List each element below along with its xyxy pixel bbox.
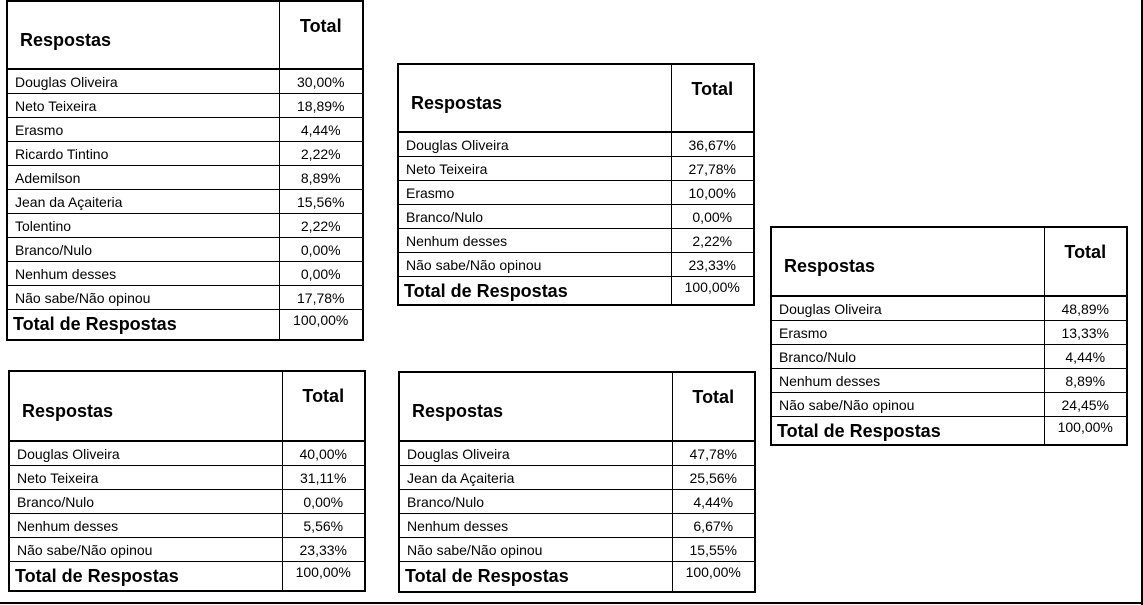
row-value: 36,67% [671, 132, 754, 157]
table-row [399, 466, 755, 490]
table-row [7, 166, 363, 190]
row-name: Não sabe/Não opinou [399, 538, 672, 562]
row-value: 0,00% [279, 238, 363, 262]
row-value: 15,55% [672, 538, 755, 562]
row-value: 0,00% [671, 205, 754, 229]
row-name: Douglas Oliveira [771, 296, 1044, 321]
row-name: Não sabe/Não opinou [9, 538, 282, 562]
total-row [9, 562, 365, 591]
row-value: 4,44% [672, 490, 755, 514]
row-value: 48,89% [1044, 296, 1127, 321]
table-row [399, 441, 755, 466]
table-row [7, 94, 363, 118]
table-row [399, 514, 755, 538]
table-row [7, 262, 363, 286]
table-row [9, 538, 365, 562]
poll-table-3 [770, 226, 1128, 446]
row-value: 23,33% [282, 538, 365, 562]
table-row [398, 132, 754, 157]
poll-table-5 [398, 371, 756, 593]
row-name: Tolentino [7, 214, 279, 238]
table-row [771, 321, 1127, 345]
table-row [9, 490, 365, 514]
row-name: Nenhum desses [9, 514, 282, 538]
row-value: 4,44% [1044, 345, 1127, 369]
row-name: Erasmo [771, 321, 1044, 345]
row-name: Jean da Açaiteria [399, 466, 672, 490]
row-value: 5,56% [282, 514, 365, 538]
row-value: 10,00% [671, 181, 754, 205]
row-value: 6,67% [672, 514, 755, 538]
row-value: 30,00% [279, 69, 363, 94]
table-row [399, 538, 755, 562]
row-value: 27,78% [671, 157, 754, 181]
table-row [7, 142, 363, 166]
row-value: 18,89% [279, 94, 363, 118]
row-value: 17,78% [279, 286, 363, 310]
total-row [7, 310, 363, 340]
row-name: Branco/Nulo [399, 490, 672, 514]
poll-table-4 [8, 370, 366, 592]
row-value: 31,11% [282, 466, 365, 490]
row-value: 2,22% [279, 214, 363, 238]
row-name: Ademilson [7, 166, 279, 190]
row-value: 8,89% [279, 166, 363, 190]
total-label: Total de Respostas [771, 417, 1044, 445]
total-value: 100,00% [1057, 419, 1113, 435]
total-label: Total de Respostas [7, 310, 279, 340]
table-row [9, 441, 365, 466]
row-name: Nenhum desses [398, 229, 671, 253]
row-name: Neto Teixeira [398, 157, 671, 181]
total-row [398, 277, 754, 305]
poll-table-1 [6, 0, 364, 341]
table-row [7, 118, 363, 142]
row-name: Não sabe/Não opinou [771, 393, 1044, 417]
total-row [771, 417, 1127, 445]
table-row [771, 296, 1127, 321]
table-row [9, 466, 365, 490]
row-name: Branco/Nulo [771, 345, 1044, 369]
total-row [399, 562, 755, 592]
total-label: Total de Respostas [398, 277, 671, 305]
table-row [771, 345, 1127, 369]
row-name: Neto Teixeira [9, 466, 282, 490]
row-value: 47,78% [672, 441, 755, 466]
row-name: Jean da Açaiteria [7, 190, 279, 214]
row-name: Ricardo Tintino [7, 142, 279, 166]
header-total: Total [1044, 227, 1127, 296]
header-respostas: Respostas [9, 371, 282, 441]
row-value: 4,44% [279, 118, 363, 142]
table-row [7, 238, 363, 262]
table-row [399, 490, 755, 514]
row-value: 13,33% [1044, 321, 1127, 345]
header-respostas: Respostas [771, 227, 1044, 296]
row-name: Neto Teixeira [7, 94, 279, 118]
table-row [398, 157, 754, 181]
row-value: 2,22% [279, 142, 363, 166]
total-value: 100,00% [684, 279, 740, 295]
header-respostas: Respostas [398, 64, 671, 132]
header-total: Total [279, 1, 363, 69]
table-row [398, 253, 754, 277]
row-name: Nenhum desses [7, 262, 279, 286]
header-total: Total [671, 64, 754, 132]
row-name: Branco/Nulo [7, 238, 279, 262]
table-row [398, 229, 754, 253]
row-name: Não sabe/Não opinou [7, 286, 279, 310]
row-value: 25,56% [672, 466, 755, 490]
header-total: Total [282, 371, 365, 441]
row-name: Branco/Nulo [398, 205, 671, 229]
row-value: 24,45% [1044, 393, 1127, 417]
total-value: 100,00% [685, 564, 741, 580]
table-row [7, 214, 363, 238]
total-label: Total de Respostas [399, 562, 672, 592]
table-row [7, 286, 363, 310]
poll-table-2 [397, 63, 755, 306]
row-name: Douglas Oliveira [398, 132, 671, 157]
row-value: 15,56% [279, 190, 363, 214]
row-value: 40,00% [282, 441, 365, 466]
row-name: Não sabe/Não opinou [398, 253, 671, 277]
table-row [7, 69, 363, 94]
row-name: Douglas Oliveira [7, 69, 279, 94]
header-total: Total [672, 372, 755, 441]
row-name: Nenhum desses [771, 369, 1044, 393]
table-row [771, 393, 1127, 417]
table-row [771, 369, 1127, 393]
table-row [9, 514, 365, 538]
row-value: 0,00% [282, 490, 365, 514]
total-value: 100,00% [295, 564, 351, 580]
row-name: Douglas Oliveira [9, 441, 282, 466]
row-value: 2,22% [671, 229, 754, 253]
row-name: Erasmo [398, 181, 671, 205]
row-name: Branco/Nulo [9, 490, 282, 514]
row-value: 0,00% [279, 262, 363, 286]
header-respostas: Respostas [399, 372, 672, 441]
table-row [398, 181, 754, 205]
header-respostas: Respostas [7, 1, 279, 69]
row-name: Erasmo [7, 118, 279, 142]
total-value: 100,00% [293, 312, 349, 328]
table-row [7, 190, 363, 214]
row-value: 8,89% [1044, 369, 1127, 393]
table-row [398, 205, 754, 229]
page-bottom-border [0, 602, 1143, 604]
row-name: Nenhum desses [399, 514, 672, 538]
row-name: Douglas Oliveira [399, 441, 672, 466]
total-label: Total de Respostas [9, 562, 282, 591]
row-value: 23,33% [671, 253, 754, 277]
